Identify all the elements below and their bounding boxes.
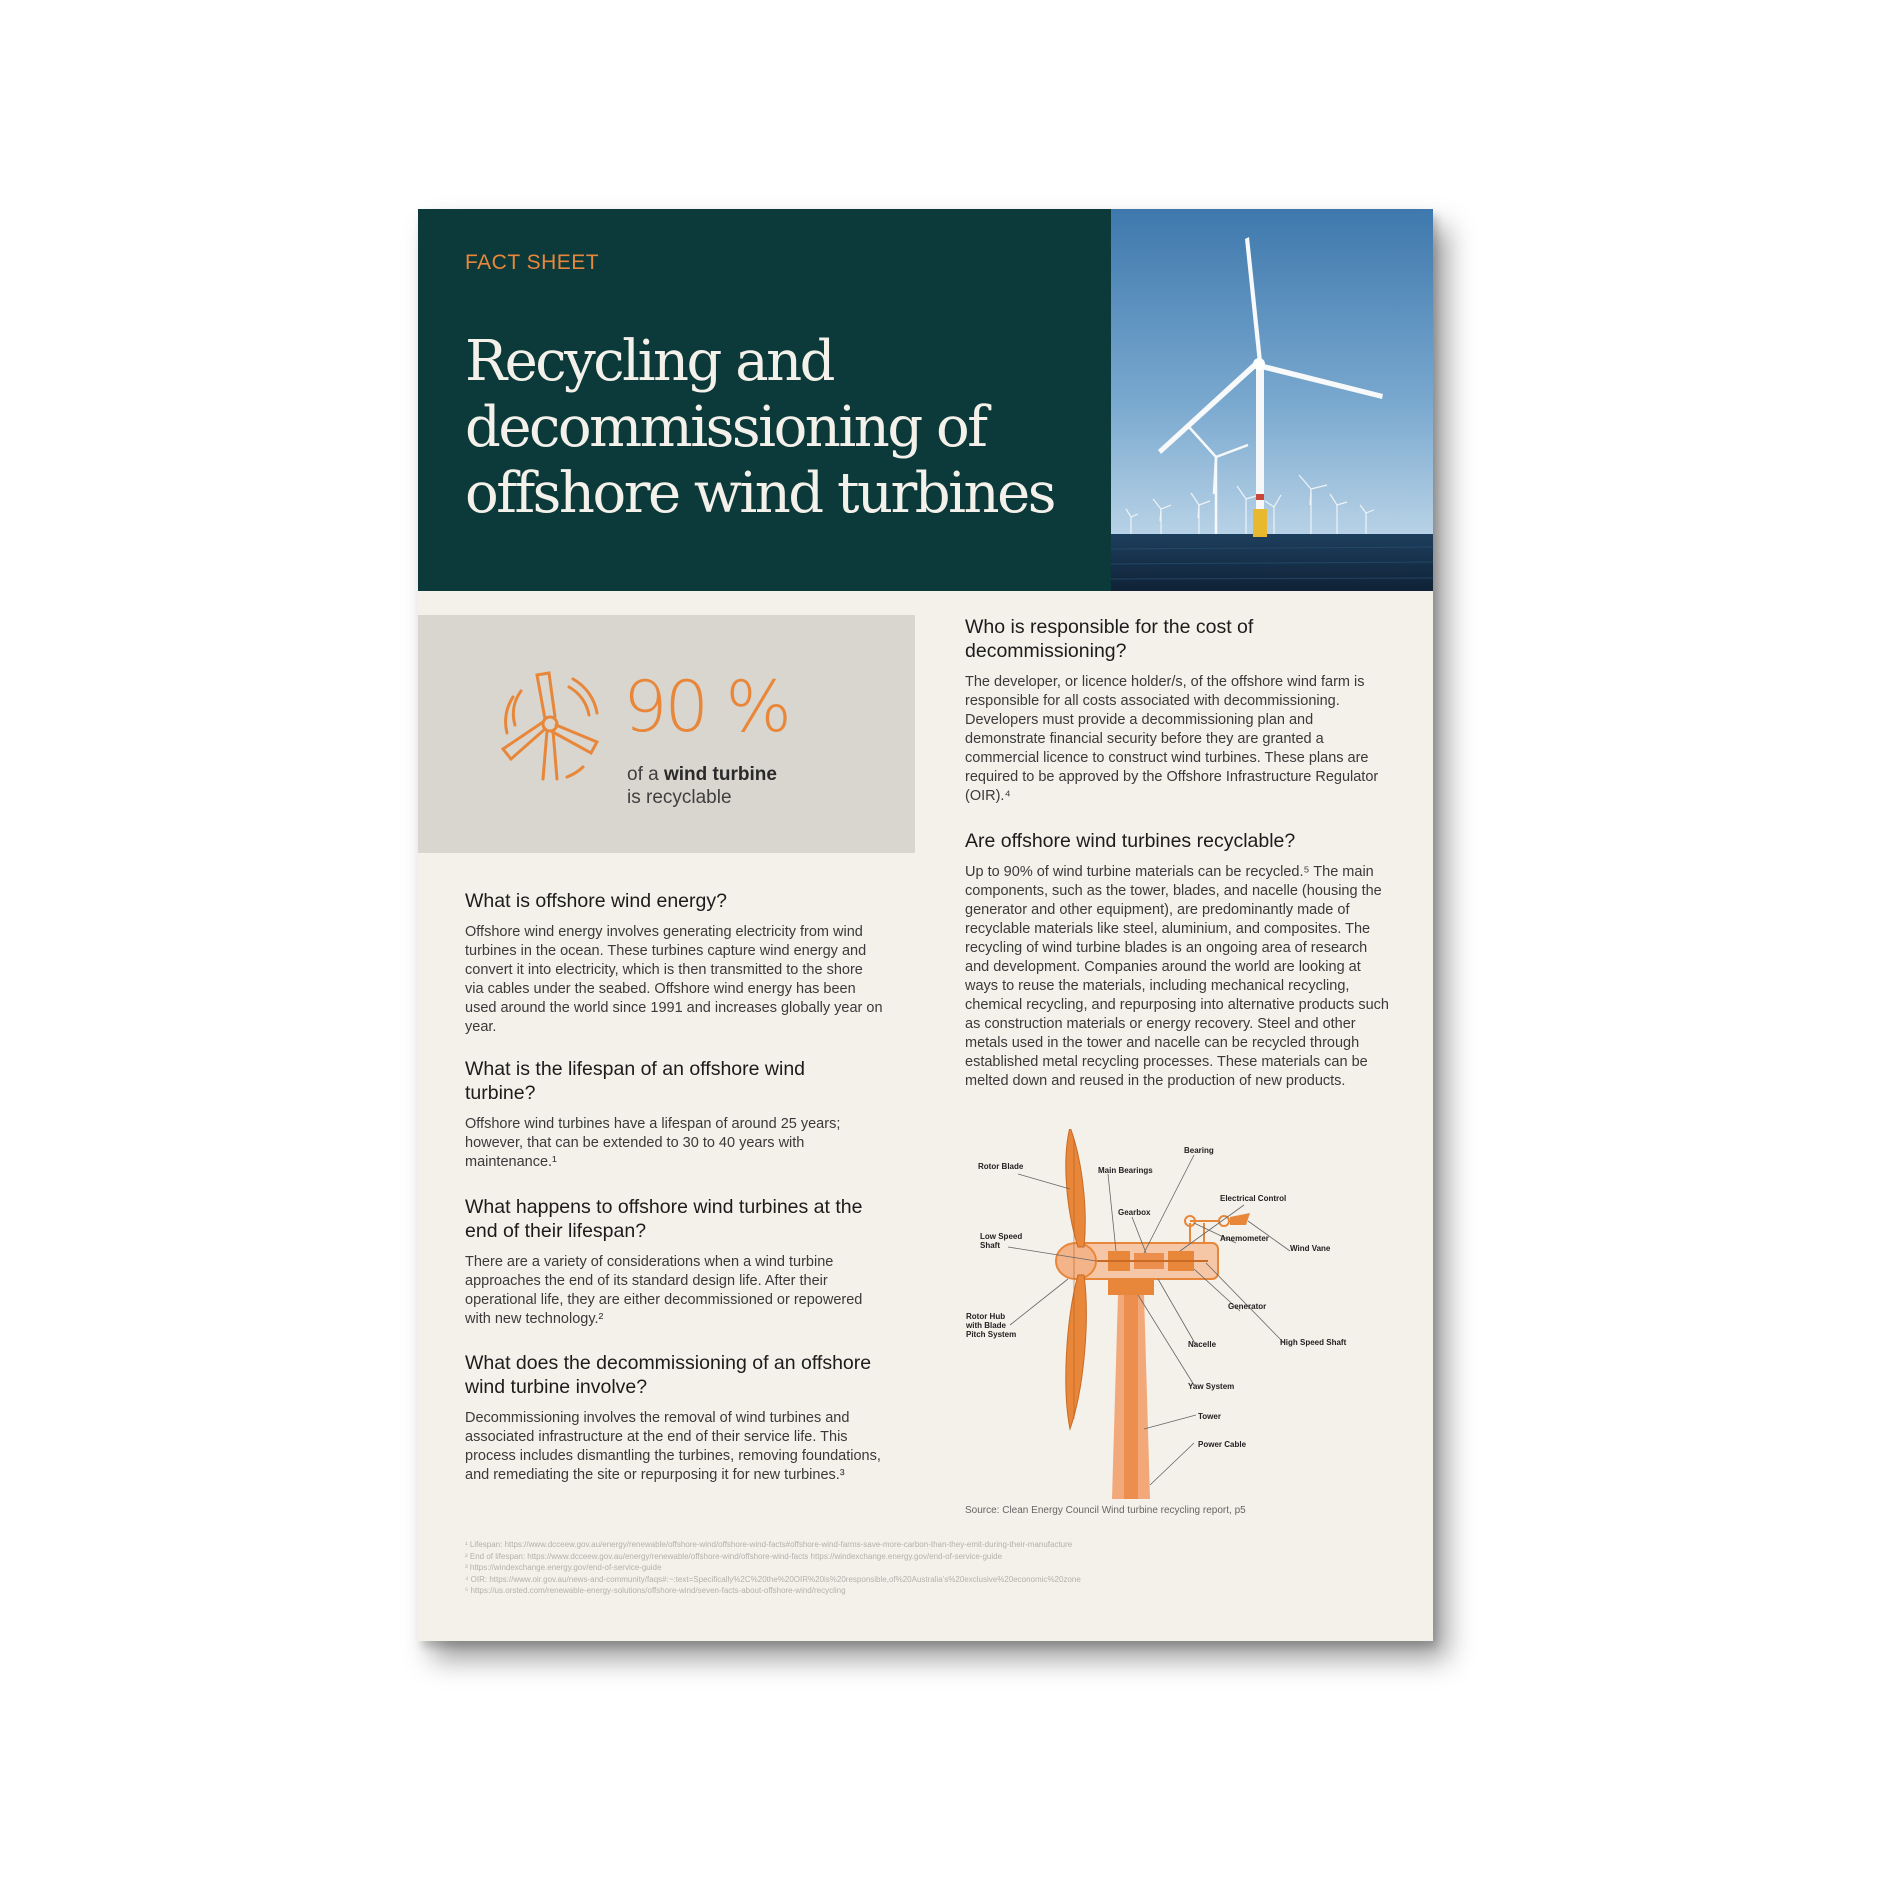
section-cost-responsibility xyxy=(965,615,1390,806)
page-title: Recycling and decommissioning of offshore wind turbines xyxy=(465,329,1054,526)
section-heading: Are offshore wind turbines recyclable? xyxy=(965,830,1296,852)
stat-caption xyxy=(627,763,877,809)
fact-sheet-page xyxy=(418,209,1433,1641)
turbine-components-diagram xyxy=(958,1129,1398,1509)
stat-value: 90 % xyxy=(623,666,789,748)
diagram-source: Source: Clean Energy Council Wind turbine recycling report, p5 xyxy=(965,1505,1246,1516)
footnote-2: ² End of lifespan: https://www.dcceew.gov.au/energy/renewable/offshore-wind/offshore-wind-facts https://windexchange.energy.gov/end-of-service-guide xyxy=(465,1551,1003,1561)
label-yaw-system: Yaw System xyxy=(1188,1382,1235,1391)
section-body: Decommissioning involves the removal of wind turbines and associated infrastructure at the end of their service life. This process includes dismantling the turbines, removing foundations, and remediating the site or repurposing it for new turbines.³ xyxy=(465,1410,881,1483)
section-body: There are a variety of considerations when a wind turbine approaches the end of its standard design life. After their operational life, they are either decommissioned or repowered with new technology.² xyxy=(465,1254,863,1327)
footnote-3: ³ https://windexchange.energy.gov/end-of-service-guide xyxy=(465,1563,662,1572)
footnotes xyxy=(465,1539,1365,1597)
label-wind-vane: Wind Vane xyxy=(1290,1244,1331,1253)
label-generator: Generator xyxy=(1228,1302,1267,1311)
footnote-1: ¹ Lifespan: https://www.dcceew.gov.au/energy/renewable/offshore-wind/offshore-wind-facts#offshore-wind-farms-save-more-carbon-than-they-emit-during-their-manufacture xyxy=(465,1540,1073,1549)
section-recyclable xyxy=(965,829,1390,1091)
section-body: The developer, or licence holder/s, of the offshore wind farm is responsible for all costs associated with decommissioning. Developers must provide a decommissioning plan and demonstrate financial security before they are granted a commercial licence to construct wind turbines. These plans are required to be approved by the Offshore Infrastructure Regulator (OIR).⁴ xyxy=(965,674,1379,804)
footnote-5: ⁵ https://us.orsted.com/renewable-energy-solutions/offshore-wind/seven-facts-about-offshore-wind/recycling xyxy=(465,1586,846,1595)
stat-caption-prefix: of a xyxy=(627,764,664,785)
label-low-speed-shaft-2: Shaft xyxy=(980,1241,1000,1250)
stat-caption-suffix: is recyclable xyxy=(627,787,732,808)
section-decommissioning-involve xyxy=(465,1351,885,1485)
section-heading: What is offshore wind energy? xyxy=(465,890,727,912)
section-body: Up to 90% of wind turbine materials can be recycled.⁵ The main components, such as the tower, blades, and nacelle (housing the generator and other equipment), are predominantly made of recyclable materials like steel, aluminium, and composites. The recycling of wind turbine blades is an ongoing area of research and development. Companies around the world are looking at ways to reuse the materials, including mechanical recycling, chemical recycling, and repurposing into alternative products such as construction materials or energy recovery. Steel and other metals used in the tower and nacelle can be recycled through established metal recycling processes. These materials can be melted down and reused in the production of new products. xyxy=(965,864,1389,1089)
wind-turbine-icon xyxy=(493,667,608,782)
section-body: Offshore wind energy involves generating electricity from wind turbines in the ocean. These turbines capture wind energy and convert it into electricity, which is then transmitted to the shore via cables under the seabed. Offshore wind energy has been used around the world since 1991 and increases globally year on year. xyxy=(465,924,883,1035)
label-rotor-blade: Rotor Blade xyxy=(978,1162,1024,1171)
label-anemometer: Anemometer xyxy=(1220,1234,1269,1243)
label-main-bearings: Main Bearings xyxy=(1098,1166,1153,1175)
section-heading: What is the lifespan of an offshore wind turbine? xyxy=(465,1058,806,1104)
recyclable-stat-box xyxy=(418,615,915,853)
label-electrical-control: Electrical Control xyxy=(1220,1194,1287,1203)
section-heading: What does the decommissioning of an offshore wind turbine involve? xyxy=(465,1352,872,1398)
label-power-cable: Power Cable xyxy=(1198,1440,1247,1449)
label-rotor-hub-2: with Blade xyxy=(966,1321,1007,1330)
fact-sheet-label: FACT SHEET xyxy=(465,251,600,274)
stat-caption-bold: wind turbine xyxy=(663,764,777,785)
label-rotor-hub: Rotor Hub xyxy=(966,1312,1006,1321)
section-heading: What happens to offshore wind turbines at the end of their lifespan? xyxy=(465,1196,863,1242)
section-end-of-lifespan xyxy=(465,1195,875,1329)
section-what-is-offshore-wind xyxy=(465,889,885,1037)
header-banner xyxy=(418,209,1111,591)
footnote-4: ⁴ OIR: https://www.oir.gov.au/news-and-community/faqs#:~:text=Specifically%2C%20the%20OIR%20is%20responsible,of%20Australia's%20exclusive%20economic%20zone xyxy=(465,1574,1081,1584)
section-heading: Who is responsible for the cost of decommissioning? xyxy=(965,616,1254,662)
label-bearing: Bearing xyxy=(1184,1146,1214,1155)
label-high-speed-shaft: High Speed Shaft xyxy=(1280,1338,1347,1347)
label-tower: Tower xyxy=(1198,1412,1221,1421)
label-gearbox: Gearbox xyxy=(1118,1208,1151,1217)
label-nacelle: Nacelle xyxy=(1188,1340,1217,1349)
section-lifespan xyxy=(465,1057,865,1172)
label-low-speed-shaft: Low Speed xyxy=(980,1232,1023,1241)
offshore-wind-photo xyxy=(1111,209,1433,591)
label-rotor-hub-3: Pitch System xyxy=(966,1330,1017,1339)
section-body: Offshore wind turbines have a lifespan of around 25 years; however, that can be extended to 30 to 40 years with maintenance.¹ xyxy=(465,1116,841,1170)
